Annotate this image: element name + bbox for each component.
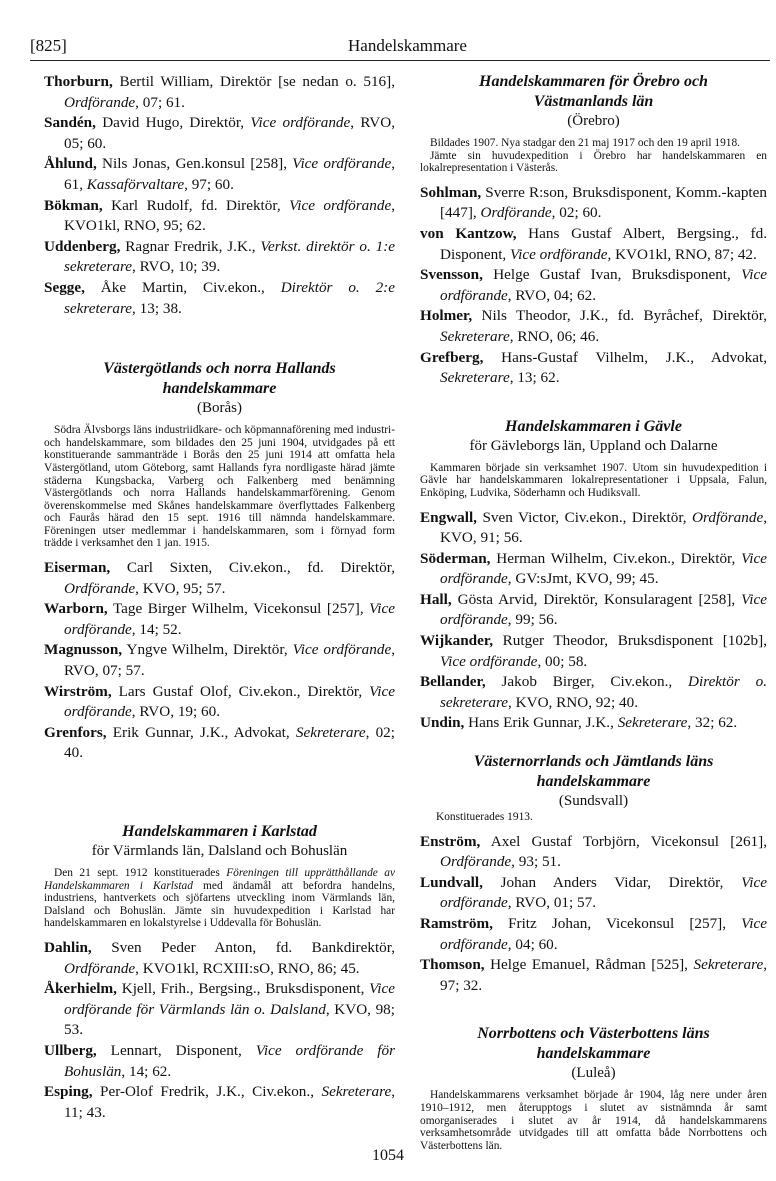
member-role: Direktör o. 2:e sekreterare — [64, 278, 395, 317]
member-surname: Sohlman, — [420, 183, 482, 201]
member-role: Vice ordförande för Bohuslän — [64, 1041, 395, 1080]
member-surname: Wirström, — [44, 682, 112, 700]
member-entry: Bökman, Karl Rudolf, fd. Direktör, Vice ordförande, KVO1kl, RNO, 95; 62. — [44, 196, 395, 235]
entries-b — [44, 558, 395, 764]
section-title: handelskammare — [162, 380, 277, 398]
entries-a — [44, 72, 395, 319]
member-entry: Bellander, Jakob Birger, Civ.ekon., Direktör o. sekreterare, KVO, RNO, 92; 40. — [420, 673, 767, 711]
member-surname: Ramström, — [420, 915, 493, 932]
section-location: (Sundsvall) — [558, 793, 629, 810]
section-description: Bildades 1907. Nya stadgar den 21 maj 1917 och den 19 april 1918. — [430, 137, 741, 149]
member-entry: Segge, Åke Martin, Civ.ekon., Direktör o. 2:e sekreterare, 13; 38. — [44, 278, 395, 317]
section-title: Handelskammaren i Gävle — [505, 417, 682, 435]
member-surname: Åhlund, — [44, 155, 97, 173]
member-surname: Enström, — [420, 832, 481, 850]
member-role: Vice ordförande — [440, 652, 538, 670]
member-role: Sekreterare — [617, 714, 688, 732]
section-title: Handelskammaren för Örebro och — [479, 73, 708, 90]
member-entry: Eiserman, Carl Sixten, Civ.ekon., fd. Direktör, Ordförande, KVO, 95; 57. — [44, 559, 395, 597]
member-entry: Wirström, Lars Gustaf Olof, Civ.ekon., Direktör, Vice ordförande, RVO, 19; 60. — [44, 682, 395, 721]
member-surname: Eiserman, — [44, 559, 111, 577]
member-role: Vice ordförande — [64, 600, 395, 638]
member-surname: Lundvall, — [420, 873, 483, 891]
member-entry: Grefberg, Hans-Gustaf Vilhelm, J.K., Advokat, Sekreterare, 13; 62. — [420, 348, 767, 387]
member-role: Vice ordförande — [292, 155, 392, 173]
member-role: Direktör o. sekreterare — [440, 673, 767, 711]
member-entry: Åkerhielm, Kjell, Frih., Bergsing., Bruksdisponent, Vice ordförande för Värmlands län o. Dalsland, KVO, 98; 53. — [44, 980, 396, 1039]
section-title: handelskammare — [536, 1045, 651, 1063]
member-surname: Esping, — [44, 1083, 93, 1101]
entries-d — [420, 183, 767, 389]
member-role: Ordförande — [480, 204, 552, 222]
member-entry: Warborn, Tage Birger Wilhelm, Vicekonsul [257], Vice ordförande, 14; 52. — [44, 600, 395, 638]
section-description: Handelskammarens verksamhet började år 1904, låg nere under åren 1910–1912, men återupptogs i slutet av sistnämnda år samt omorganiserades i slutet av år 1914, då handelskammarens verksamhetsområde utvidgades till att omfatta både Norrbottens och Västerbottens län. — [420, 1089, 767, 1152]
member-entry: Ullberg, Lennart, Disponent, Vice ordförande för Bohuslän, 14; 62. — [44, 1041, 395, 1080]
member-role: Sekreterare — [321, 1083, 392, 1101]
member-entry: Söderman, Herman Wilhelm, Civ.ekon., Direktör, Vice ordförande, GV:sJmt, KVO, 99; 45. — [420, 549, 767, 588]
right-column — [420, 72, 767, 1160]
member-role: Vice ordförande — [289, 196, 392, 214]
member-entry: Thomson, Helge Emanuel, Rådman [525], Sekreterare, 97; 32. — [420, 956, 767, 994]
member-surname: Åkerhielm, — [44, 980, 117, 998]
section-subtitle: för Gävleborgs län, Uppland och Dalarne — [469, 437, 718, 454]
member-surname: Sandén, — [44, 114, 96, 132]
member-surname: Grenfors, — [44, 723, 107, 741]
section-subtitle: för Värmlands län, Dalsland och Bohuslän — [91, 843, 348, 859]
member-entry: Wijkander, Rutger Theodor, Bruksdisponent [102b], Vice ordförande, 00; 58. — [420, 632, 767, 670]
section-title: Norrbottens och Västerbottens läns — [477, 1025, 710, 1043]
member-role: Vice ordförande — [440, 873, 767, 912]
member-entry: Uddenberg, Ragnar Fredrik, J.K., Verkst. direktör o. 1:e sekreterare, RVO, 10; 39. — [44, 237, 396, 276]
page-reference: [825] — [30, 36, 67, 55]
member-role: Verkst. direktör o. 1:e sekreterare — [64, 237, 396, 276]
member-surname: Grefberg, — [420, 348, 484, 366]
section-description: Kammaren började sin verksamhet 1907. Utom sin huvudexpedition i Gävle har handelskammaren lokalrepresentationer i Uppsala, Falun, Enköping, Ludvika, Söderhamn och Hudiksvall. — [420, 461, 767, 499]
member-entry: Esping, Per-Olof Fredrik, J.K., Civ.ekon., Sekreterare, 11; 43. — [44, 1083, 395, 1121]
member-role: Vice ordförande — [440, 915, 767, 953]
member-surname: Bökman, — [44, 196, 103, 214]
running-title: Handelskammare — [348, 36, 467, 55]
member-role: Sekreterare — [440, 327, 510, 345]
member-surname: Magnusson, — [44, 641, 123, 659]
member-surname: Söderman, — [420, 549, 491, 567]
member-role: Vice ordförande — [250, 114, 351, 132]
section-title: Handelskammaren i Karlstad — [122, 823, 317, 840]
member-surname: Holmer, — [420, 307, 473, 325]
section-title: handelskammare — [536, 773, 651, 791]
member-entry: Engwall, Sven Victor, Civ.ekon., Direktör, Ordförande, KVO, 91; 56. — [420, 508, 767, 547]
member-entry: Undin, Hans Erik Gunnar, J.K., Sekreterare, 32; 62. — [420, 714, 738, 732]
member-role: Kassaförvaltare — [86, 175, 185, 193]
member-entry: Magnusson, Yngve Wilhelm, Direktör, Vice ordförande, RVO, 07; 57. — [44, 641, 395, 680]
member-surname: Undin, — [420, 714, 465, 732]
member-entry: Sandén, David Hugo, Direktör, Vice ordförande, RVO, 05; 60. — [44, 114, 395, 152]
left-column — [44, 72, 395, 1123]
member-role: Vice ordförande — [440, 549, 767, 588]
member-entry: Holmer, Nils Theodor, J.K., fd. Byråchef, Direktör, Sekreterare, RNO, 06; 46. — [420, 307, 767, 345]
member-role: Vice ordförande — [440, 590, 767, 629]
member-entry: Thorburn, Bertil William, Direktör [se nedan o. 516], Ordförande, 07; 61. — [44, 73, 395, 111]
member-entry: Dahlin, Sven Peder Anton, fd. Bankdirektör, Ordförande, KVO1kl, RCXIII:sO, RNO, 86; 45. — [44, 938, 395, 977]
member-entry: Åhlund, Nils Jonas, Gen.konsul [258], Vice ordförande, 61, Kassaförvaltare, 97; 60. — [44, 155, 395, 193]
member-role: Ordförande — [692, 508, 764, 526]
member-surname: Engwall, — [420, 508, 477, 526]
member-entry: Grenfors, Erik Gunnar, J.K., Advokat, Sekreterare, 02; 40. — [44, 723, 395, 762]
member-surname: Hall, — [420, 590, 452, 608]
member-entry: Sohlman, Sverre R:son, Bruksdisponent, Komm.-kapten [447], Ordförande, 02; 60. — [420, 183, 767, 222]
member-role: Sekreterare — [693, 956, 764, 974]
member-role: Vice ordförande — [510, 245, 608, 263]
member-role: Ordförande — [64, 93, 136, 111]
section-description: Konstituerades 1913. — [436, 811, 533, 824]
member-role: Ordförande — [64, 959, 136, 977]
section-title: Västernorrlands och Jämtlands läns — [473, 753, 714, 771]
member-role: Vice ordförande för Värmlands län o. Dalsland — [64, 980, 395, 1018]
entries-e — [420, 508, 767, 735]
member-surname: Uddenberg, — [44, 237, 121, 255]
member-entry: Lundvall, Johan Anders Vidar, Direktör, Vice ordförande, RVO, 01; 57. — [420, 873, 767, 912]
member-role: Sekreterare — [440, 369, 510, 387]
member-surname: Warborn, — [44, 600, 108, 618]
member-role: Vice ordförande — [440, 266, 767, 304]
member-role: Vice ordförande — [64, 682, 395, 721]
page-header — [30, 36, 770, 61]
member-role: Ordförande — [64, 579, 136, 597]
member-surname: Wijkander, — [420, 632, 494, 650]
member-entry: Enström, Axel Gustaf Torbjörn, Vicekonsul [261], Ordförande, 93; 51. — [420, 832, 767, 871]
member-surname: Svensson, — [420, 266, 483, 284]
member-entry: von Kantzow, Hans Gustaf Albert, Bergsing., fd. Disponent, Vice ordförande, KVO1kl, RNO, 87; 42. — [420, 224, 767, 263]
member-entry: Svensson, Helge Gustaf Ivan, Bruksdisponent, Vice ordförande, RVO, 04; 62. — [420, 266, 767, 304]
member-role: Ordförande — [440, 853, 512, 871]
section-location: (Örebro) — [567, 113, 620, 129]
section-title: Västmanlands län — [533, 93, 654, 110]
page-number: 1054 — [372, 1147, 404, 1164]
section-description: Södra Älvsborgs läns industriidkare- och köpmannaförening med industri- och handelskammare, som bildades den 25 juni 1904, utvidgades på ett konstituerande sammanträde i Borås den 25 juni 1914 att omfatta hela Västergötland, utom Göteborg, samt Hallands fyra nordligaste härad jämte städerna Kungsbacka, Varberg och Falkenberg med benämning Västergötlands och norra Hallands handelskammarförening. Genom överenskommelse med Skånes handelskammare överflyttades Falkenberg och Faurås härad den 15 sept. 1916 till nämnda handelskammare. Föreningen utser medlemmar i handelskammaren, som i förnyad form trädde i verksamhet den 1 jan. 1915. — [44, 424, 395, 550]
member-surname: Dahlin, — [44, 938, 92, 956]
member-surname: Thomson, — [420, 956, 485, 974]
member-role: Vice ordförande — [292, 641, 392, 659]
section-title: Västergötlands och norra Hallands — [103, 360, 336, 378]
section-description: Den 21 sept. 1912 konstituerades Föreningen till upprätthållande av Handelskammaren i Karlstad med ändamål att befordra handelns, industriens, hantverkets och sjöfartens utveckling inom Värmlands län, Dalsland och Bohuslän. Jämte sin huvudexpedition i Karlstad har handelskammaren en lokalstyrelse i Uddevalla för Bohuslän. — [44, 867, 395, 930]
member-surname: von Kantzow, — [420, 224, 517, 242]
section-description: Jämte sin huvudexpedition i Örebro har handelskammaren en lokalrepresentation i Västerås. — [420, 149, 767, 175]
member-surname: Segge, — [44, 278, 85, 296]
entries-f — [420, 832, 767, 997]
member-role: Sekreterare — [295, 723, 366, 741]
section-location: (Borås) — [197, 400, 242, 417]
entries-c — [44, 938, 395, 1123]
member-entry: Ramström, Fritz Johan, Vicekonsul [257], Vice ordförande, 04; 60. — [420, 915, 767, 953]
member-surname: Ullberg, — [44, 1041, 97, 1059]
section-location: (Luleå) — [571, 1065, 616, 1082]
member-surname: Bellander, — [420, 673, 486, 691]
member-entry: Hall, Gösta Arvid, Direktör, Konsularagent [258], Vice ordförande, 99; 56. — [420, 590, 767, 629]
member-surname: Thorburn, — [44, 73, 113, 90]
